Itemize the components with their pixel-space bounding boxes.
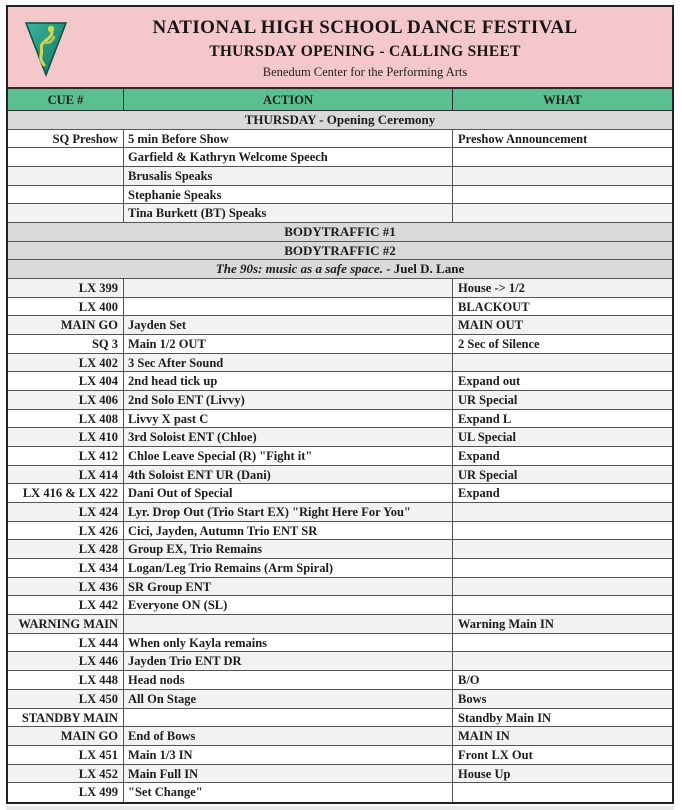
action-cell: 5 min Before Show: [124, 130, 453, 148]
section-header-row: [8, 223, 672, 242]
what-cell: [453, 652, 672, 670]
cue-cell: LX 444: [8, 634, 124, 652]
cue-cell: LX 446: [8, 652, 124, 670]
header-titles: [68, 7, 662, 87]
cue-row: [8, 690, 672, 709]
action-cell: 4th Soloist ENT UR (Dani): [124, 466, 453, 484]
what-cell: [453, 522, 672, 540]
cue-row: [8, 428, 672, 447]
cue-row: [8, 596, 672, 615]
cue-cell: LX 448: [8, 671, 124, 689]
cue-row: [8, 783, 672, 802]
section-title: THURSDAY - Opening Ceremony: [244, 112, 436, 127]
cue-row: [8, 335, 672, 354]
action-cell: Jayden Trio ENT DR: [124, 652, 453, 670]
cue-cell: SQ Preshow: [8, 130, 124, 148]
column-header-cue: CUE #: [8, 89, 124, 110]
cue-row: [8, 148, 672, 167]
cue-row: [8, 354, 672, 373]
column-header-what: WHAT: [543, 93, 582, 107]
cue-row: [8, 559, 672, 578]
cue-row: [8, 540, 672, 559]
what-cell: House -> 1/2: [458, 281, 525, 296]
what-cell: Standby Main IN: [458, 710, 552, 725]
cue-cell: LX 399: [8, 279, 124, 297]
cue-row: [8, 466, 672, 485]
cue-cell: LX 410: [8, 428, 124, 446]
action-cell: [124, 298, 453, 316]
action-cell: Main Full IN: [124, 765, 453, 783]
cue-cell: LX 412: [8, 447, 124, 465]
cue-cell: [8, 167, 124, 185]
cue-cell: LX 424: [8, 503, 124, 521]
what-cell: Preshow Announcement: [458, 131, 588, 146]
action-cell: Chloe Leave Special (R) "Fight it": [124, 447, 453, 465]
action-cell: 2nd Solo ENT (Livvy): [124, 391, 453, 409]
what-cell: [453, 354, 672, 372]
what-cell: [453, 578, 672, 596]
cue-cell: LX 426: [8, 522, 124, 540]
what-cell: Expand out: [458, 374, 521, 389]
cue-cell: LX 442: [8, 596, 124, 614]
what-cell: House Up: [458, 766, 511, 781]
action-cell: Head nods: [124, 671, 453, 689]
action-cell: [124, 279, 453, 297]
action-cell: [124, 615, 453, 633]
column-header-action: ACTION: [124, 89, 453, 110]
cue-row: [8, 410, 672, 429]
action-cell: Livvy X past C: [124, 410, 453, 428]
action-cell: Everyone ON (SL): [124, 596, 453, 614]
cue-row: [8, 671, 672, 690]
what-cell: BLACKOUT: [458, 299, 530, 314]
action-cell: Lyr. Drop Out (Trio Start EX) "Right Here For You": [124, 503, 453, 521]
action-cell: 3rd Soloist ENT (Chloe): [124, 428, 453, 446]
cue-row: [8, 727, 672, 746]
cue-cell: [8, 204, 124, 222]
what-cell: UL Special: [458, 430, 516, 445]
cue-row: [8, 298, 672, 317]
cue-cell: LX 402: [8, 354, 124, 372]
what-cell: [453, 204, 672, 222]
action-cell: SR Group ENT: [124, 578, 453, 596]
what-cell: MAIN IN: [458, 729, 510, 744]
cue-cell: LX 404: [8, 372, 124, 390]
cue-cell: WARNING MAIN: [8, 615, 124, 633]
action-cell: 2nd head tick up: [124, 372, 453, 390]
cue-cell: STANDBY MAIN: [8, 709, 124, 727]
action-cell: Brusalis Speaks: [124, 167, 453, 185]
cue-row: [8, 186, 672, 205]
next-row-sliver: [6, 806, 674, 810]
cue-cell: LX 436: [8, 578, 124, 596]
section-title: BODYTRAFFIC #2: [284, 242, 396, 258]
what-cell: [453, 634, 672, 652]
cue-row: [8, 634, 672, 653]
sheet-header: [8, 7, 672, 89]
cue-row: [8, 746, 672, 765]
cue-row: [8, 765, 672, 784]
what-cell: UR Special: [458, 467, 518, 482]
action-cell: Garfield & Kathryn Welcome Speech: [124, 148, 453, 166]
cue-row: [8, 279, 672, 298]
action-cell: [124, 709, 453, 727]
what-cell: [453, 559, 672, 577]
section-header-row: [8, 260, 672, 279]
sheet-subtitle: THURSDAY OPENING - CALLING SHEET: [209, 43, 521, 60]
section-header-row: [8, 242, 672, 261]
calling-sheet: [6, 5, 674, 804]
action-cell: Dani Out of Special: [124, 484, 453, 502]
cue-row: [8, 167, 672, 186]
section-title-suffix: - Juel D. Lane: [382, 261, 465, 277]
what-cell: Warning Main IN: [458, 617, 554, 632]
dance-festival-logo-icon: [24, 20, 68, 78]
cue-cell: [8, 186, 124, 204]
action-cell: Cici, Jayden, Autumn Trio ENT SR: [124, 522, 453, 540]
cue-cell: LX 416 & LX 422: [8, 484, 124, 502]
what-cell: Expand: [458, 449, 500, 464]
action-cell: All On Stage: [124, 690, 453, 708]
action-cell: Tina Burkett (BT) Speaks: [124, 204, 453, 222]
cue-row: [8, 484, 672, 503]
cue-cell: [8, 148, 124, 166]
sheet-title: NATIONAL HIGH SCHOOL DANCE FESTIVAL: [152, 17, 578, 38]
action-cell: Group EX, Trio Remains: [124, 540, 453, 558]
cue-row: [8, 652, 672, 671]
column-header-row: [8, 89, 672, 111]
cue-cell: LX 400: [8, 298, 124, 316]
cue-cell: LX 452: [8, 765, 124, 783]
action-cell: Stephanie Speaks: [124, 186, 453, 204]
section-header-row: [8, 111, 672, 130]
cue-cell: SQ 3: [8, 335, 124, 353]
cue-cell: LX 406: [8, 391, 124, 409]
action-cell: Main 1/3 IN: [124, 746, 453, 764]
cue-row: [8, 709, 672, 728]
section-title: BODYTRAFFIC #1: [284, 224, 396, 240]
action-cell: 3 Sec After Sound: [124, 354, 453, 372]
cue-cell: LX 451: [8, 746, 124, 764]
what-cell: [453, 540, 672, 558]
action-cell: "Set Change": [124, 783, 453, 802]
cue-cell: LX 414: [8, 466, 124, 484]
action-cell: End of Bows: [124, 727, 453, 745]
what-cell: [453, 148, 672, 166]
what-cell: Expand: [458, 486, 500, 501]
cue-row: [8, 503, 672, 522]
cue-row: [8, 316, 672, 335]
action-cell: When only Kayla remains: [124, 634, 453, 652]
what-cell: [453, 596, 672, 614]
cue-row: [8, 391, 672, 410]
cue-rows-body: [8, 111, 672, 802]
cue-row: [8, 130, 672, 149]
cue-row: [8, 372, 672, 391]
cue-cell: LX 499: [8, 783, 124, 802]
what-cell: Expand L: [458, 411, 512, 426]
cue-row: [8, 615, 672, 634]
cue-row: [8, 204, 672, 223]
cue-row: [8, 522, 672, 541]
what-cell: Front LX Out: [458, 747, 533, 762]
what-cell: UR Special: [458, 393, 518, 408]
what-cell: 2 Sec of Silence: [458, 337, 540, 352]
what-cell: MAIN OUT: [458, 318, 523, 333]
what-cell: B/O: [458, 673, 480, 688]
what-cell: [453, 503, 672, 521]
action-cell: Main 1/2 OUT: [124, 335, 453, 353]
venue-line: Benedum Center for the Performing Arts: [262, 65, 468, 79]
what-cell: Bows: [458, 691, 487, 706]
what-cell: [453, 167, 672, 185]
cue-cell: LX 434: [8, 559, 124, 577]
action-cell: Jayden Set: [124, 316, 453, 334]
section-title-italic: The 90s: music as a safe space.: [215, 261, 383, 277]
what-cell: [453, 783, 672, 802]
cue-cell: MAIN GO: [8, 727, 124, 745]
cue-cell: LX 408: [8, 410, 124, 428]
what-cell: [453, 186, 672, 204]
cue-cell: LX 450: [8, 690, 124, 708]
action-cell: Logan/Leg Trio Remains (Arm Spiral): [124, 559, 453, 577]
cue-cell: LX 428: [8, 540, 124, 558]
cue-row: [8, 578, 672, 597]
cue-cell: MAIN GO: [8, 316, 124, 334]
cue-row: [8, 447, 672, 466]
